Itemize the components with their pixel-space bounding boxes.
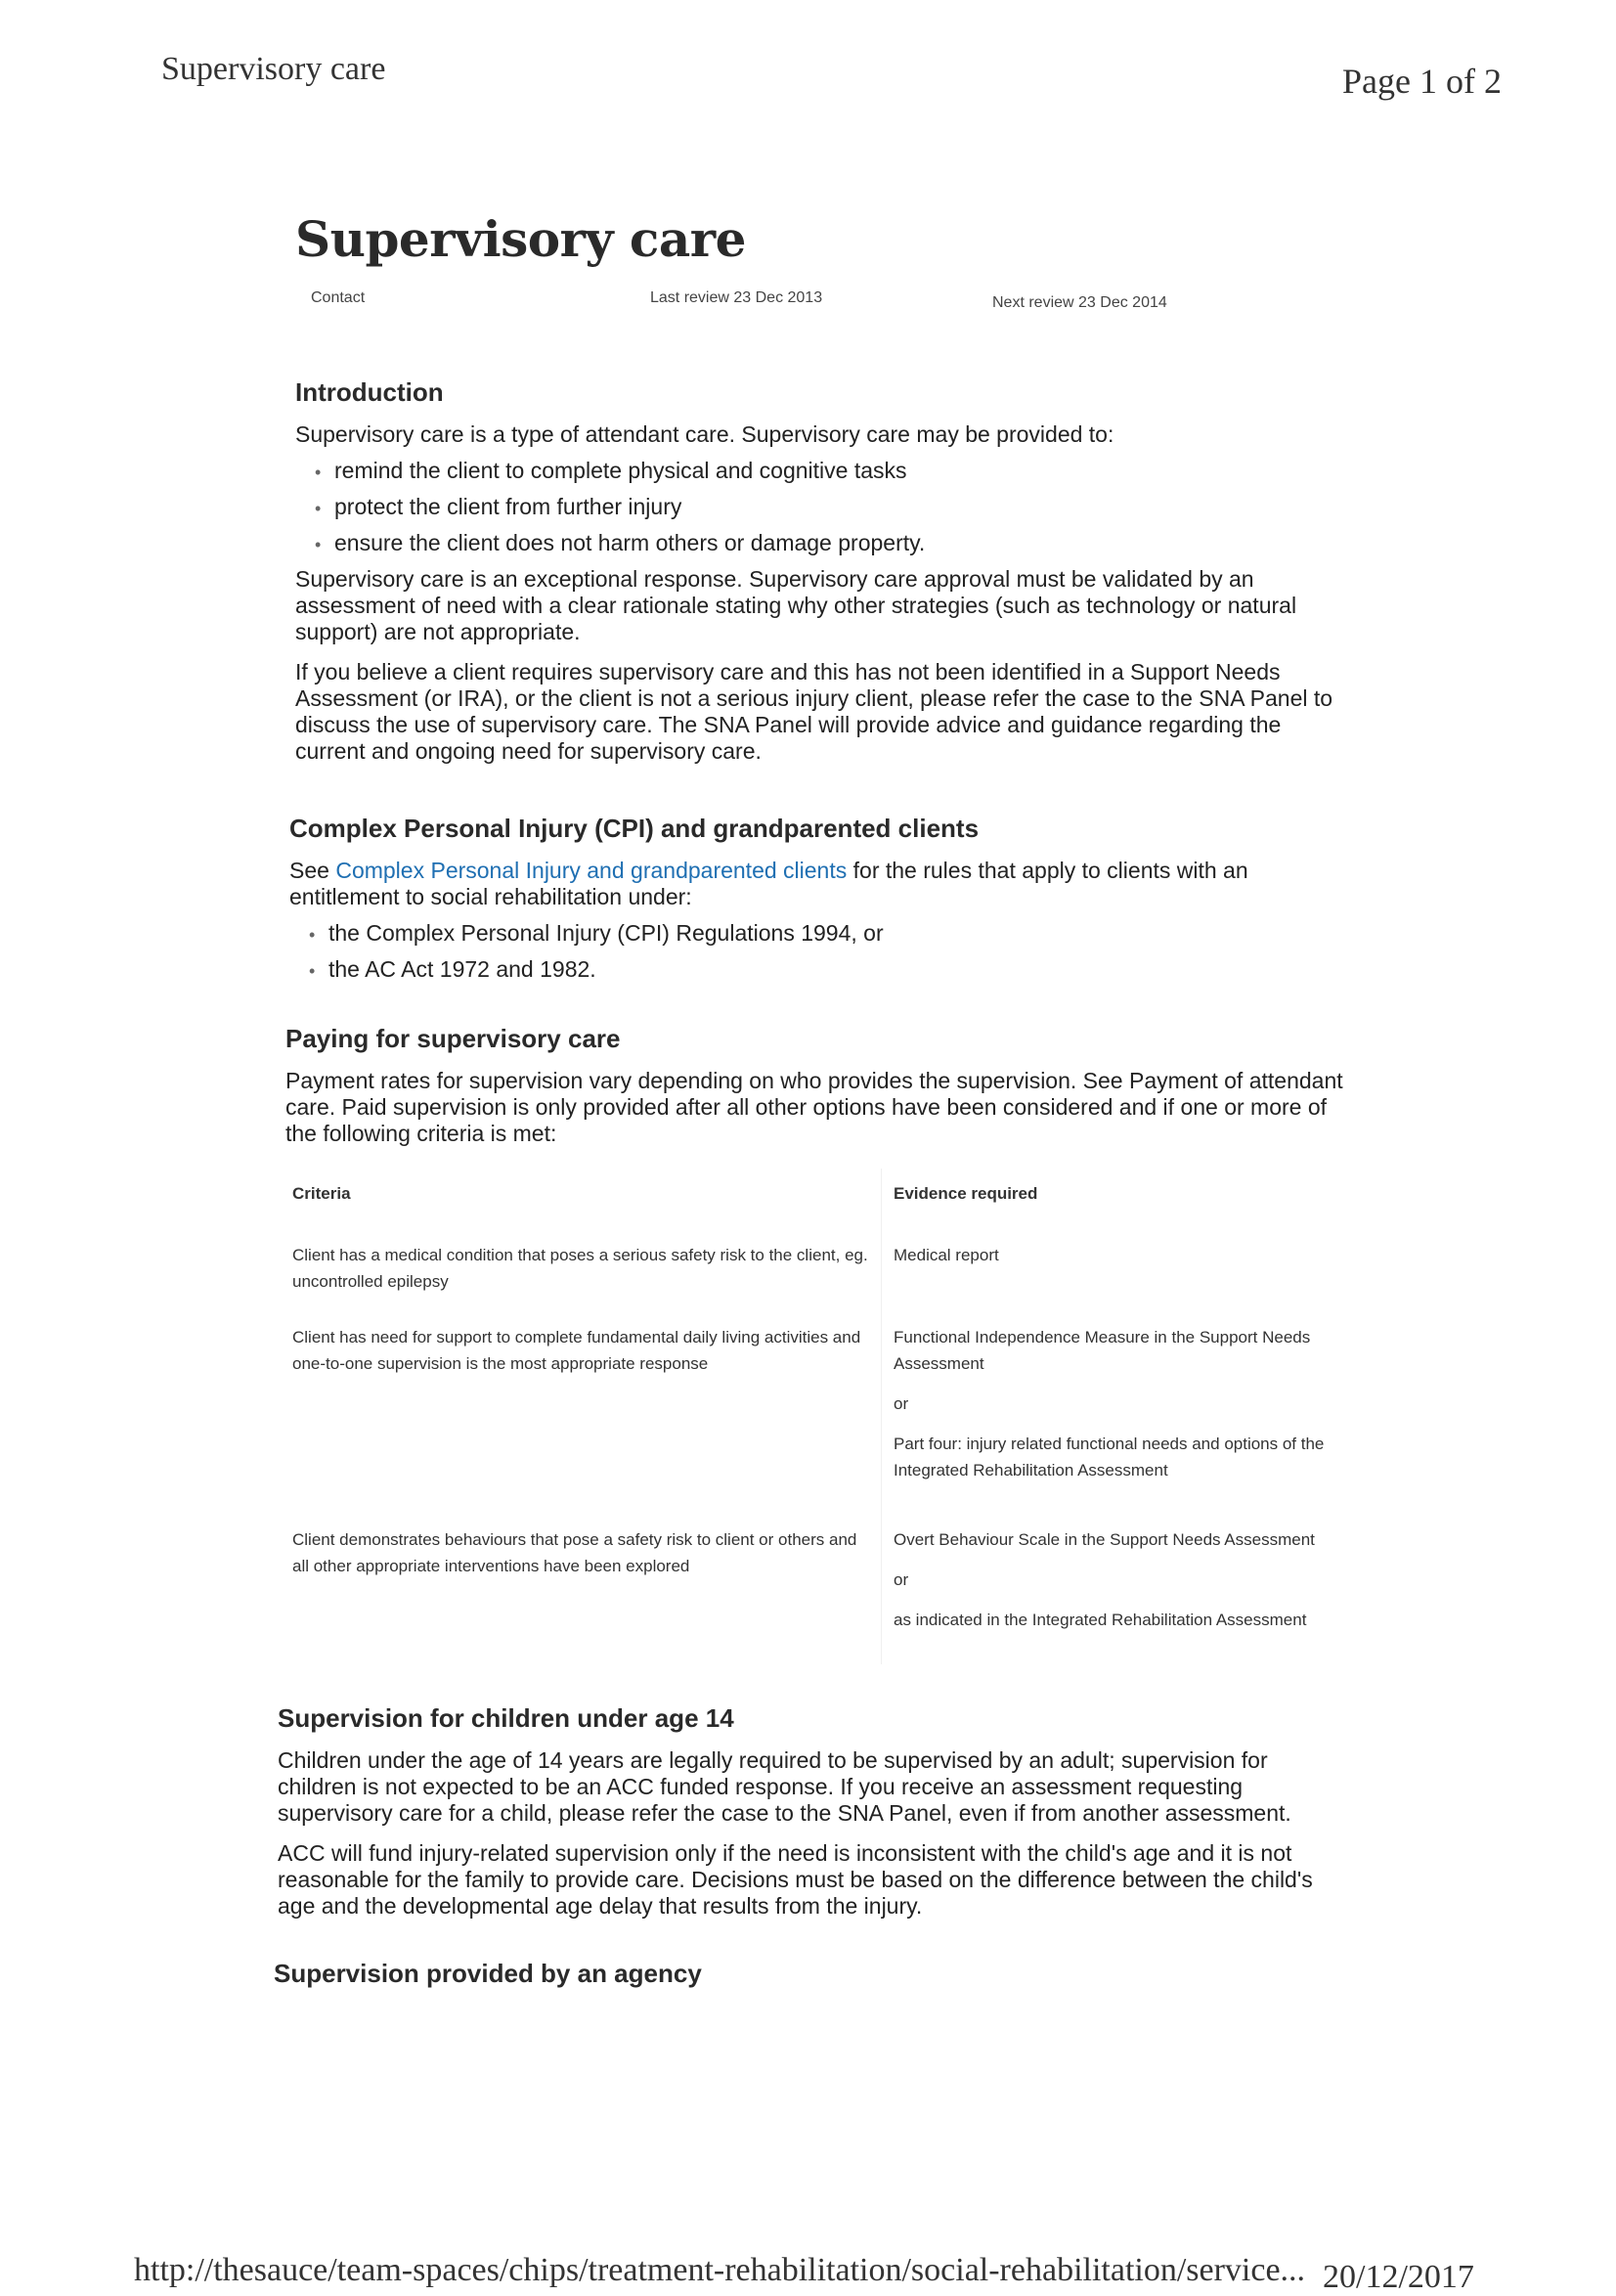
evidence-or: or — [894, 1570, 909, 1589]
section-introduction — [295, 377, 1349, 765]
print-footer-url: http://thesauce/team-spaces/chips/treatment-rehabilitation/social-rehabilitation/service... — [134, 2252, 1306, 2288]
evidence-item: as indicated in the Integrated Rehabilitation Assessment — [894, 1611, 1307, 1629]
evidence-item: Medical report — [894, 1246, 999, 1264]
table-row — [281, 1312, 1346, 1515]
print-header-title: Supervisory care — [161, 51, 386, 87]
last-review: Last review 23 Dec 2013 — [650, 289, 823, 306]
section-paying — [285, 1024, 1349, 1664]
column-header-criteria: Criteria — [281, 1169, 882, 1230]
section-children — [278, 1703, 1349, 1920]
table-row — [281, 1515, 1346, 1664]
next-review: Next review 23 Dec 2014 — [992, 294, 1167, 311]
section-heading: Paying for supervisory care — [285, 1024, 621, 1053]
see-rest-text: for the rules that apply to clients with an entitlement to social rehabilitation under: — [289, 858, 1248, 909]
paragraph: Children under the age of 14 years are legally required to be supervised by an adult; supervision for children is not expected to be an ACC funded response. If you receive an assessment requesting supervisory care for a child, please refer the case to the SNA Panel, even if from another assessment. — [278, 1747, 1291, 1826]
evidence-or: or — [894, 1394, 909, 1413]
print-header-page-number: Page 1 of 2 — [1342, 62, 1502, 101]
evidence-cell — [882, 1230, 1347, 1312]
article — [274, 210, 1349, 1989]
evidence-cell — [882, 1515, 1347, 1664]
section-agency — [274, 1959, 1349, 1989]
section-cpi — [289, 814, 1349, 985]
section-heading: Supervision for children under age 14 — [278, 1703, 734, 1733]
page-title: Supervisory care — [295, 210, 746, 268]
contact-label[interactable]: Contact — [311, 289, 366, 306]
evidence-item: Part four: injury related functional needs and options of the Integrated Rehabilitation Assessment — [894, 1435, 1325, 1479]
paragraph: Payment rates for supervision vary depending on who provides the supervision. See Payment of attendant care. Paid supervision is only provided after all other options have been considered and if one or more of the following criteria is met: — [285, 1068, 1343, 1146]
section-heading: Supervision provided by an agency — [274, 1959, 702, 1988]
paragraph: Supervisory care is a type of attendant care. Supervisory care may be provided to: — [295, 421, 1114, 447]
see-text: See — [289, 858, 329, 883]
paragraph: Supervisory care is an exceptional response. Supervisory care approval must be validated by an assessment of need with a clear rationale stating why other strategies (such as technology or natural support) are not appropriate. — [295, 566, 1297, 644]
cpi-link[interactable]: Complex Personal Injury and grandparented clients — [335, 858, 848, 883]
column-header-evidence: Evidence required — [894, 1184, 1038, 1203]
criteria-cell: Client has need for support to complete fundamental daily living activities and one-to-one supervision is the most appropriate response — [281, 1312, 882, 1515]
criteria-cell: Client has a medical condition that poses a serious safety risk to the client, eg. uncontrolled epilepsy — [281, 1230, 882, 1312]
criteria-table — [281, 1169, 1346, 1664]
evidence-item: Functional Independence Measure in the Support Needs Assessment — [894, 1328, 1311, 1373]
list-item: • protect the client from further injury — [315, 494, 1349, 522]
bullet-list — [295, 458, 1349, 558]
section-heading: Complex Personal Injury (CPI) and grandparented clients — [289, 814, 980, 843]
paragraph: If you believe a client requires supervisory care and this has not been identified in a Support Needs Assessment (or IRA), or the client is not a serious injury client, please refer the case to the SNA Panel to discuss the use of supervisory care. The SNA Panel will provide advice and guidance regarding the current and ongoing need for supervisory care. — [295, 659, 1333, 764]
print-footer-date: 20/12/2017 — [1323, 2259, 1474, 2295]
list-item: • the Complex Personal Injury (CPI) Regulations 1994, or — [309, 920, 1349, 949]
bullet-list — [289, 920, 1349, 985]
list-item: • the AC Act 1972 and 1982. — [309, 956, 1349, 985]
list-item: • ensure the client does not harm others or damage property. — [315, 530, 1349, 558]
review-meta — [274, 289, 1349, 329]
evidence-item: Overt Behaviour Scale in the Support Needs Assessment — [894, 1530, 1315, 1549]
table-header-row — [281, 1169, 1346, 1230]
table-row — [281, 1230, 1346, 1312]
criteria-cell: Client demonstrates behaviours that pose a safety risk to client or others and all other appropriate interventions have been explored — [281, 1515, 882, 1664]
section-heading: Introduction — [295, 377, 444, 407]
evidence-cell — [882, 1312, 1347, 1515]
list-item: • remind the client to complete physical and cognitive tasks — [315, 458, 1349, 486]
paragraph: ACC will fund injury-related supervision only if the need is inconsistent with the child's age and it is not reasonable for the family to provide care. Decisions must be based on the difference between the child's age and the developmental age delay that results from the injury. — [278, 1840, 1313, 1919]
paragraph — [289, 858, 1349, 910]
